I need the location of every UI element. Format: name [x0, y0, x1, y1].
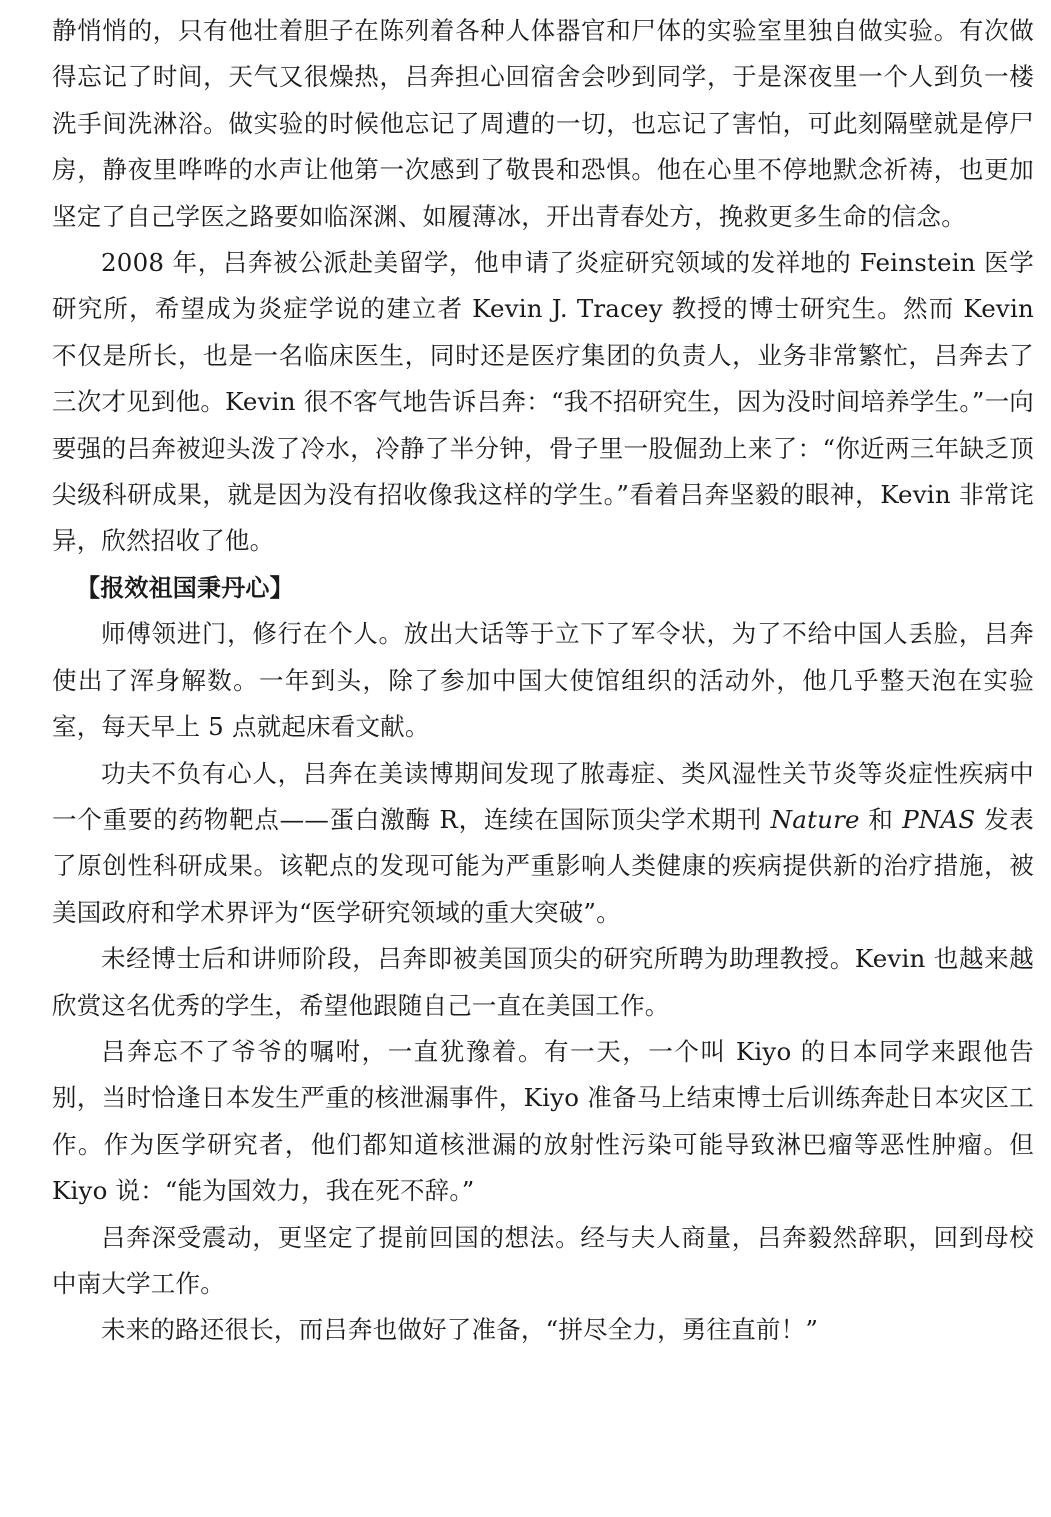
paragraph-future: 未来的路还很长，而吕奔也做好了准备，“拼尽全力，勇往直前！” [101, 1315, 819, 1345]
journal-name-pnas: PNAS [902, 804, 976, 834]
article-body [52, 8, 1034, 1354]
paragraph-lab-night: 静悄悄的，只有他壮着胆子在陈列着各种人体器官和尸体的实验室里独自做实验。有次做得忘记了时间，天气又很燥热，吕奔担心回宿舍会吵到同学，于是深夜里一个人到负一楼洗手间洗淋浴。做实验的时候他忘记了周遭的一切，也忘记了害怕，可此刻隔壁就是停尸房，静夜里哗哗的水声让他第一次感到了敬畏和恐惧。他在心里不停地默念祈祷，也更加坚定了自己学医之路要如临深渊、如履薄冰，开出青春处方，挽救更多生命的信念。 [52, 16, 1034, 231]
discovery-text-part: 功夫不负有心人，吕奔在美读博期间发现了脓毒症、类风湿性关节炎等炎症性疾病中一个重要的药物靶点——蛋白激酶 R，连续在国际顶尖学术期刊 [52, 758, 1034, 834]
paragraph-study-abroad: 2008 年，吕奔被公派赴美留学，他申请了炎症研究领域的发祥地的 Feinstein 医学研究所，希望成为炎症学说的建立者 Kevin J. Tracey 教授的博士研究生。然而 Kevin 不仅是所长，也是一名临床医生，同时还是医疗集团的负责人，业务非常繁忙，吕奔去了三次才见到他。Kevin 很不客气地告诉吕奔：“我不招研究生，因为没时间培养学生。”一向要强的吕奔被迎头泼了冷水，冷静了半分钟，骨子里一股倔劲上来了：“你近两三年缺乏顶尖级科研成果，就是因为没有招收像我这样的学生。”看着吕奔坚毅的眼神，Kevin 非常诧异，欣然招收了他。 [52, 248, 1034, 556]
paragraph-discovery [52, 751, 1034, 937]
journal-name-nature: Nature [770, 804, 860, 834]
paragraph-assistant-professor: 未经博士后和讲师阶段，吕奔即被美国顶尖的研究所聘为助理教授。Kevin 也越来越欣赏这名优秀的学生，希望他跟随自己一直在美国工作。 [52, 944, 1034, 1020]
section-heading: 【报效祖国秉丹心】 [76, 573, 294, 602]
discovery-text-part: 和 [859, 804, 903, 834]
paragraph-return-home: 吕奔深受震动，更坚定了提前回国的想法。经与夫人商量，吕奔毅然辞职，回到母校中南大学工作。 [52, 1222, 1034, 1298]
discovery-text-part: 发表了原创性科研成果。该靶点的发现可能为严重影响人类健康的疾病提供新的治疗措施，被美国政府和学术界评为“医学研究领域的重大突破”。 [52, 804, 1034, 927]
paragraph-kiyo: 吕奔忘不了爷爷的嘱咐，一直犹豫着。有一天，一个叫 Kiyo 的日本同学来跟他告别，当时恰逢日本发生严重的核泄漏事件，Kiyo 准备马上结束博士后训练奔赴日本灾区工作。作为医学研究者，他们都知道核泄漏的放射性污染可能导致淋巴瘤等恶性肿瘤。但 Kiyo 说：“能为国效力，我在死不辞。” [52, 1036, 1034, 1206]
paragraph-hard-work: 师傅领进门，修行在个人。放出大话等于立下了军令状，为了不给中国人丢脸，吕奔使出了浑身解数。一年到头，除了参加中国大使馆组织的活动外，他几乎整天泡在实验室，每天早上 5 点就起床看文献。 [52, 619, 1034, 742]
